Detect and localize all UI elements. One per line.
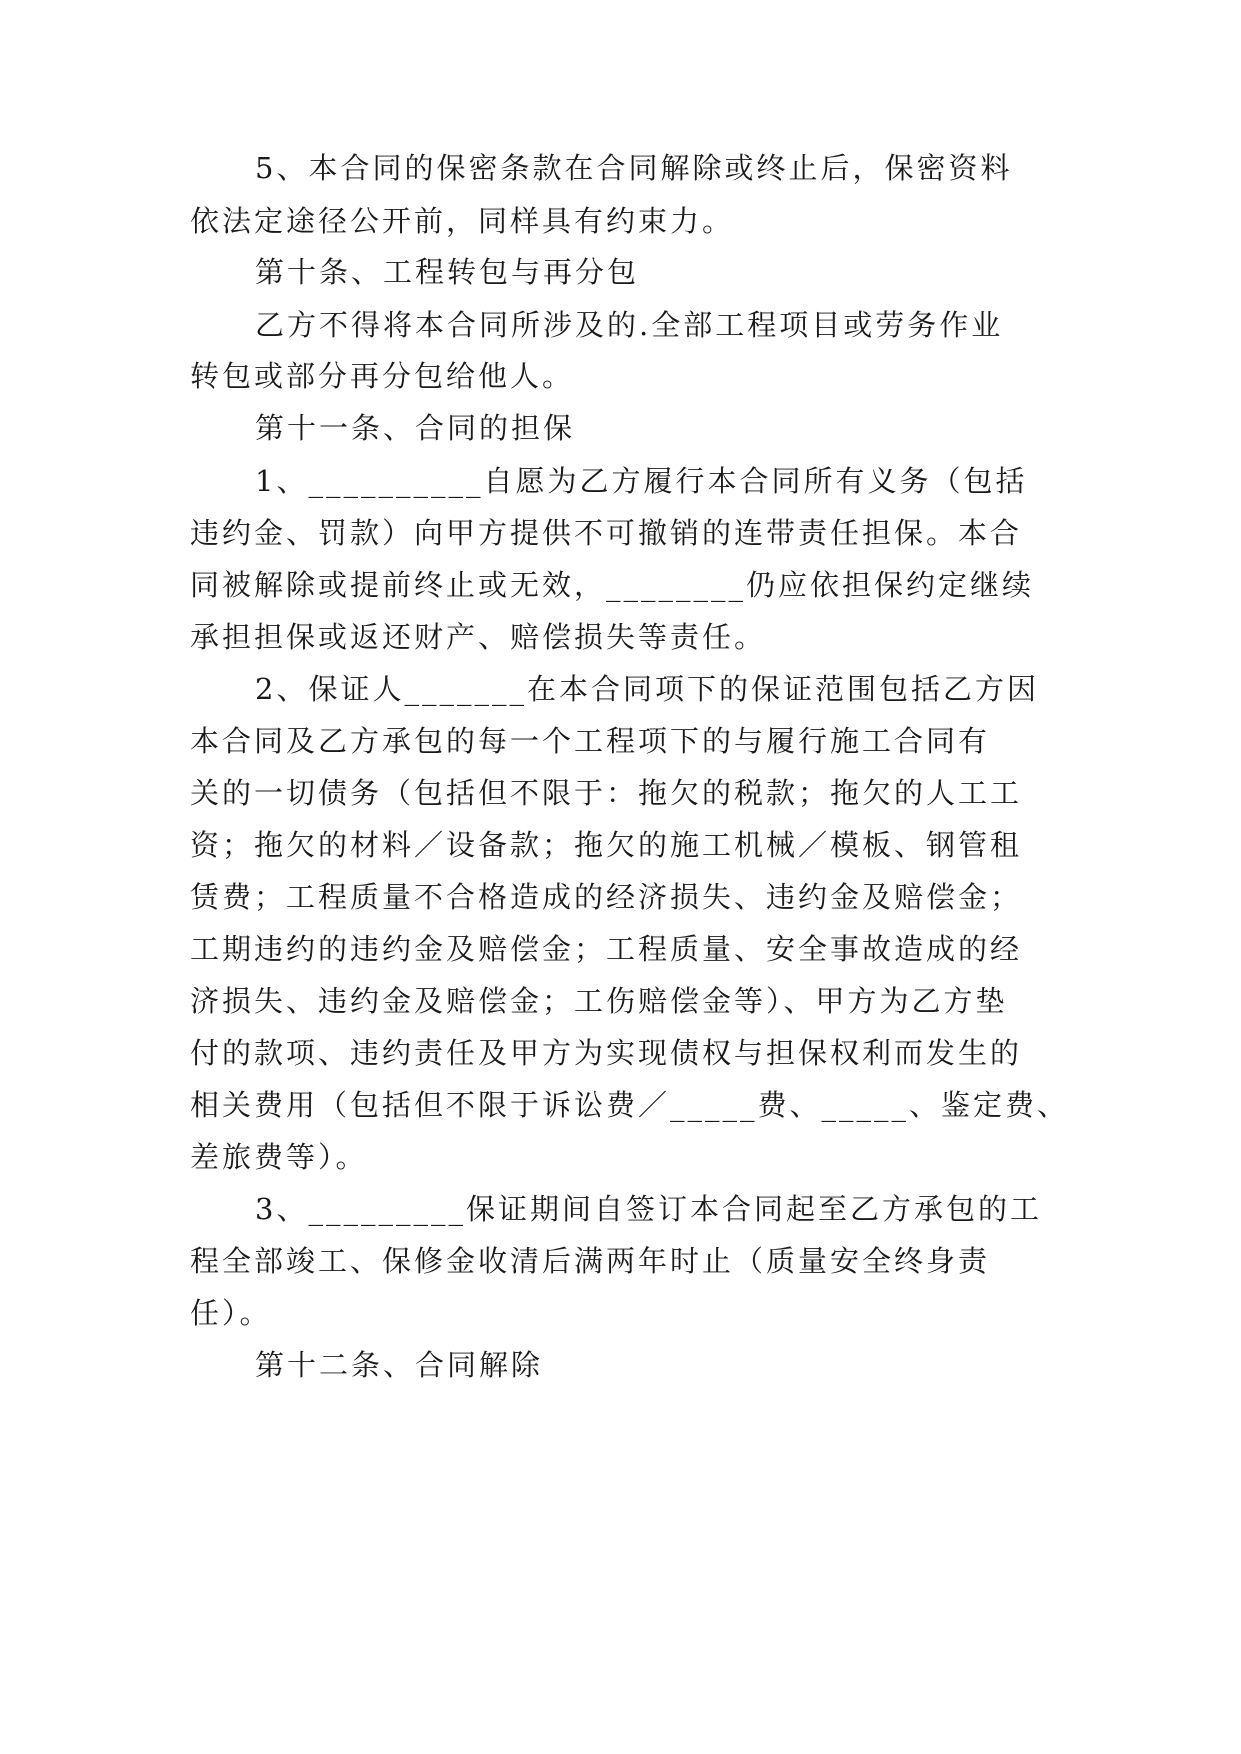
text-line: 本合同及乙方承包的每一个工程项下的与履行施工合同有: [190, 724, 991, 758]
text-line: 依法定途径公开前，同样具有约束力。: [190, 204, 735, 238]
text-line: 承担担保或返还财产、赔偿损失等责任。: [190, 620, 767, 654]
text-line: 相关费用（包括但不限于诉讼费／_____费、_____、鉴定费、: [190, 1088, 1070, 1122]
text-line: 赁费；工程质量不合格造成的经济损失、违约金及赔偿金；: [190, 880, 1023, 914]
text-line: 转包或部分再分包给他人。: [190, 359, 575, 393]
text-line: 同被解除或提前终止或无效，________仍应依担保约定继续: [190, 568, 1035, 602]
text-line: 资；拖欠的材料／设备款；拖欠的施工机械／模板、钢管租: [190, 828, 1023, 862]
text-line: 关的一切债务（包括但不限于：拖欠的税款；拖欠的人工工: [190, 776, 1023, 810]
text-line: 程全部竣工、保修金收清后满两年时止（质量安全终身责: [190, 1244, 991, 1278]
text-line: 任）。: [190, 1296, 272, 1330]
text-line: 差旅费等）。: [190, 1140, 368, 1174]
text-line: 济损失、违约金及赔偿金；工伤赔偿金等）、甲方为乙方垫: [190, 984, 1008, 1018]
section-heading: 第十条、工程转包与再分包: [255, 255, 640, 289]
text-line: 违约金、罚款）向甲方提供不可撤销的连带责任担保。本合: [190, 516, 1023, 550]
section-heading: 第十二条、合同解除: [255, 1348, 544, 1382]
text-line: 3、_________保证期间自签订本合同起至乙方承包的工: [255, 1192, 1042, 1226]
text-line: 工期违约的违约金及赔偿金；工程质量、安全事故造成的经: [190, 932, 1023, 966]
section-heading: 第十一条、合同的担保: [255, 411, 576, 445]
text-line: 付的款项、违约责任及甲方为实现债权与担保权利而发生的: [190, 1036, 1023, 1070]
text-line: 2、保证人_______在本合同项下的保证范围包括乙方因: [255, 672, 1039, 706]
text-line: 1、__________自愿为乙方履行本合同所有义务（包括: [255, 464, 1028, 498]
text-line: 乙方不得将本合同所涉及的.全部工程项目或劳务作业: [255, 308, 1004, 342]
text-line: 5、本合同的保密条款在合同解除或终止后，保密资料: [255, 151, 1013, 185]
